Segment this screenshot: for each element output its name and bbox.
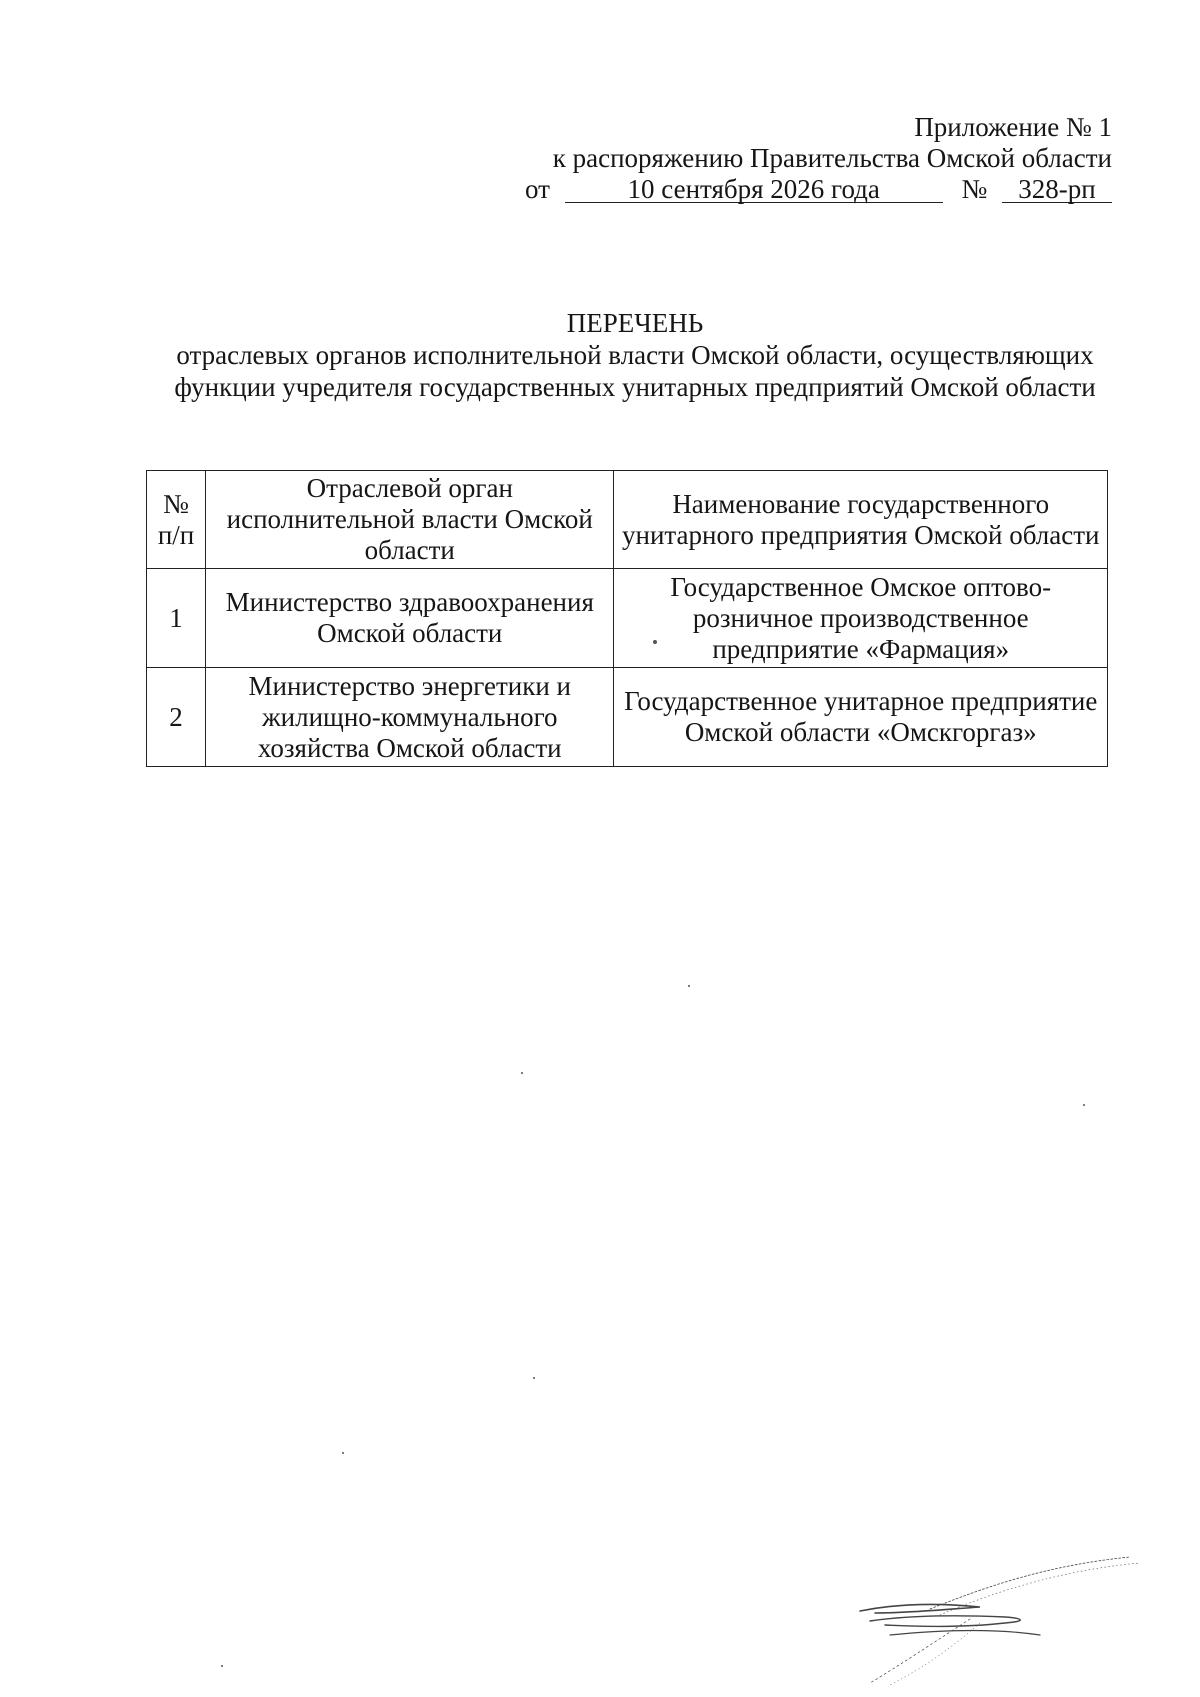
scan-speck [521,1072,523,1074]
row-number: 2 [147,668,206,767]
table-row [147,668,1108,767]
document-subtitle-line-2: функции учредителя государственных унитарных предприятий Омской области [174,372,1096,402]
signature-image [830,1545,1150,1685]
row-enterprise: Государственное Омское оптово-розничное производственное предприятие «Фармация» [614,569,1108,668]
document-title: ПЕРЕЧЕНЬ [566,308,704,338]
scan-speck [221,1665,223,1667]
scan-speck [1083,1104,1085,1106]
attachment-reference: к распоряжению Правительства Омской области [552,143,1112,173]
header-enterprise: Наименование государственного унитарного предприятия Омской области [614,471,1108,569]
enterprises-table [146,470,1108,767]
scan-speck [533,1377,535,1379]
row-organ: Министерство энергетики и жилищно-коммунального хозяйства Омской области [206,668,614,767]
row-enterprise: Государственное унитарное предприятие Омской области «Омскгоргаз» [614,668,1108,767]
row-organ: Министерство здравоохранения Омской области [206,569,614,668]
table-header-row [147,471,1108,569]
date-prefix: от [525,174,550,204]
attachment-title: Приложение № 1 [914,112,1112,142]
attachment-block [525,112,1112,205]
header-number: № п/п [147,471,206,569]
table-row [147,569,1108,668]
row-number: 1 [147,569,206,668]
scan-speck [342,1452,344,1454]
document-heading [140,307,1130,403]
scan-speck [688,985,690,987]
scan-speck [653,640,657,644]
order-date: 10 сентября 2026 года [565,176,943,203]
attachment-date-row [525,174,1112,205]
document-subtitle-line-1: отраслевых органов исполнительной власти Омской области, осуществляющих [176,340,1094,370]
header-organ: Отраслевой орган исполнительной власти Омской области [206,471,614,569]
number-sign: № [961,174,988,204]
order-number: 328-рп [1002,176,1112,203]
